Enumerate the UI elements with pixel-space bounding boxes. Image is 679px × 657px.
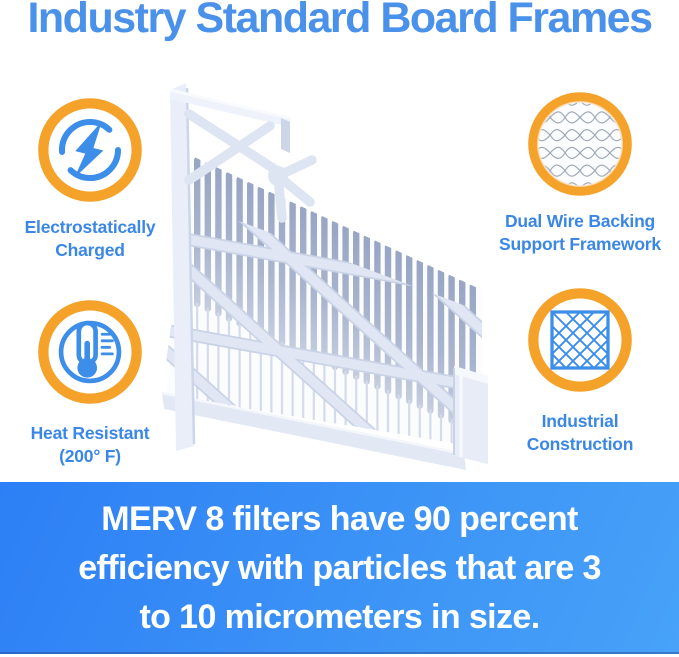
feature-electrostatically-charged	[6, 94, 174, 262]
lightning-bolt-icon	[34, 94, 146, 206]
feature-label: Dual Wire Backing Support Framework	[499, 211, 661, 254]
feature-heat-resistant	[6, 296, 174, 468]
feature-label: Electrostatically Charged	[24, 217, 156, 260]
banner-text-line: to 10 micrometers in size.	[139, 597, 540, 636]
lattice-grid-icon	[524, 284, 636, 396]
feature-dual-wire-backing	[494, 88, 666, 256]
pleated-air-filter-image	[158, 56, 494, 486]
merv-info-banner	[0, 482, 679, 654]
feature-label: Industrial Construction	[526, 411, 634, 454]
feature-label: Heat Resistant (200° F)	[30, 423, 150, 466]
filter-corner-channel	[454, 366, 488, 464]
page-title: Industry Standard Board Frames	[27, 0, 652, 42]
banner-text-line: MERV 8 filters have 90 percent	[101, 499, 578, 538]
wire-mesh-icon	[524, 88, 636, 200]
thermometer-icon	[34, 296, 146, 408]
banner-text-line: efficiency with particles that are 3	[78, 548, 601, 587]
feature-industrial-construction	[494, 284, 666, 456]
